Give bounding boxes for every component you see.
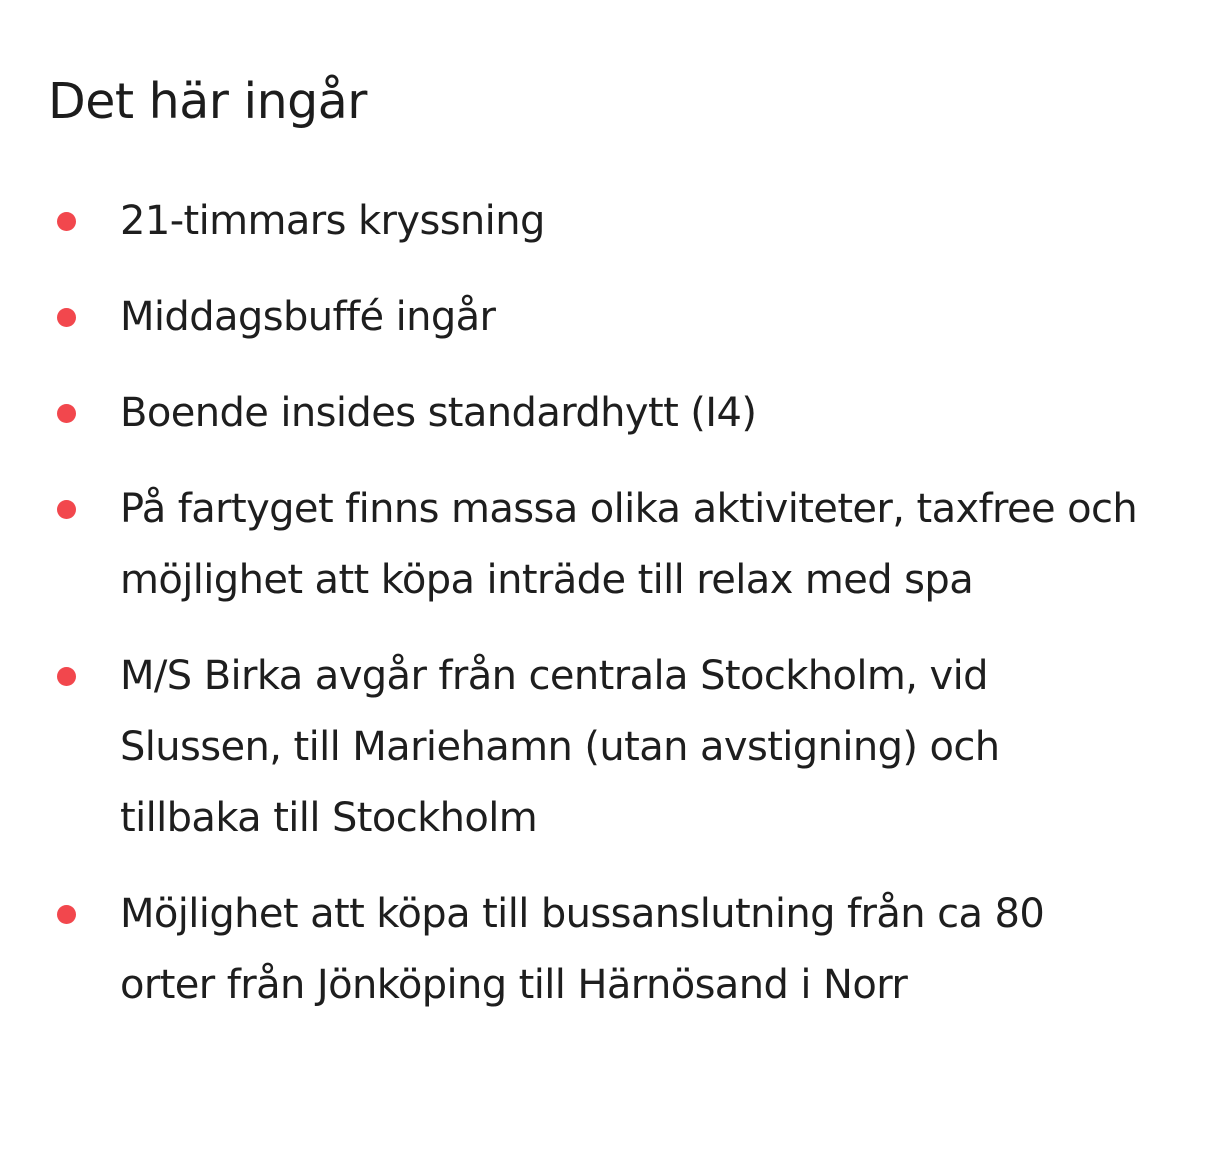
list-item (48, 378, 1150, 449)
included-list (48, 186, 1158, 1021)
bullet-dot-icon (57, 905, 76, 924)
list-item-text: Boende insides standardhytt (I4) (120, 390, 757, 436)
bullet-dot-icon (57, 212, 76, 231)
bullet-dot-icon (57, 500, 76, 519)
bullet-dot-icon (57, 667, 76, 686)
list-item-text: Möjlighet att köpa till bussanslutning från ca 80 orter från Jönköping till Härnösand i Norr (120, 891, 1045, 1008)
list-item (48, 474, 1150, 616)
list-item (48, 282, 1150, 353)
list-item-text: M/S Birka avgår från centrala Stockholm, vid Slussen, till Mariehamn (utan avstigning) och tillbaka till Stockholm (120, 653, 1000, 841)
list-item (48, 186, 1150, 257)
list-item (48, 641, 1150, 854)
list-item-text: Middagsbuffé ingår (120, 294, 496, 340)
list-item-text: 21-timmars kryssning (120, 198, 545, 244)
bullet-dot-icon (57, 308, 76, 327)
bullet-dot-icon (57, 404, 76, 423)
list-item-text: På fartyget finns massa olika aktiviteter, taxfree och möjlighet att köpa inträde till relax med spa (120, 486, 1138, 603)
list-item (48, 879, 1150, 1021)
section-heading: Det här ingår (48, 73, 367, 130)
